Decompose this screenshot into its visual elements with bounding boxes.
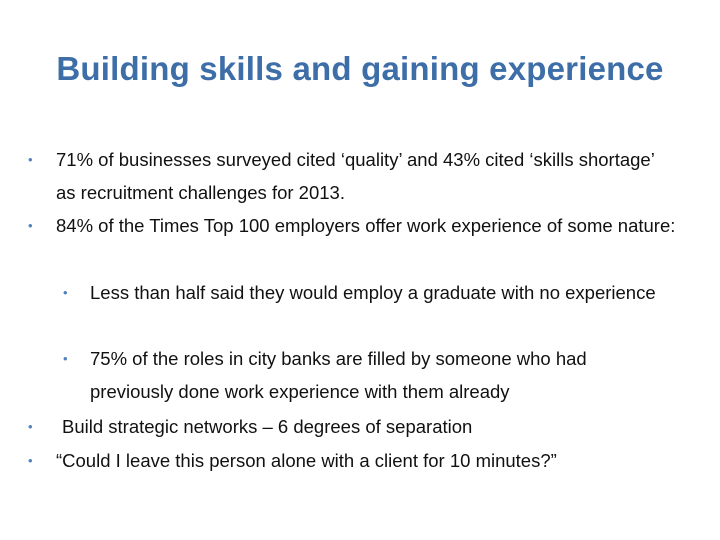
sub-bullet-item-2: 75% of the roles in city banks are filled by someone who had previously done work experience with them already <box>90 348 587 402</box>
sub-bullet-item-1: Less than half said they would employ a graduate with no experience <box>90 282 656 303</box>
bullet-dot-icon: • <box>28 419 33 434</box>
sub-bullet-dot-icon: • <box>63 285 68 300</box>
sub-bullet-dot-icon: • <box>63 351 68 366</box>
bullet-dot-icon: • <box>28 152 33 167</box>
slide-title: Building skills and gaining experience <box>56 50 664 87</box>
bullet-item-4: “Could I leave this person alone with a client for 10 minutes?” <box>56 450 557 471</box>
bullet-item-2: 84% of the Times Top 100 employers offer work experience of some nature: <box>56 215 676 236</box>
bullet-item-1: 71% of businesses surveyed cited ‘quality’ and 43% cited ‘skills shortage’ as recruitment challenges for 2013. <box>56 149 655 203</box>
bullet-item-3: Build strategic networks – 6 degrees of separation <box>62 416 473 437</box>
bullet-dot-icon: • <box>28 218 33 233</box>
bullet-dot-icon: • <box>28 453 33 468</box>
